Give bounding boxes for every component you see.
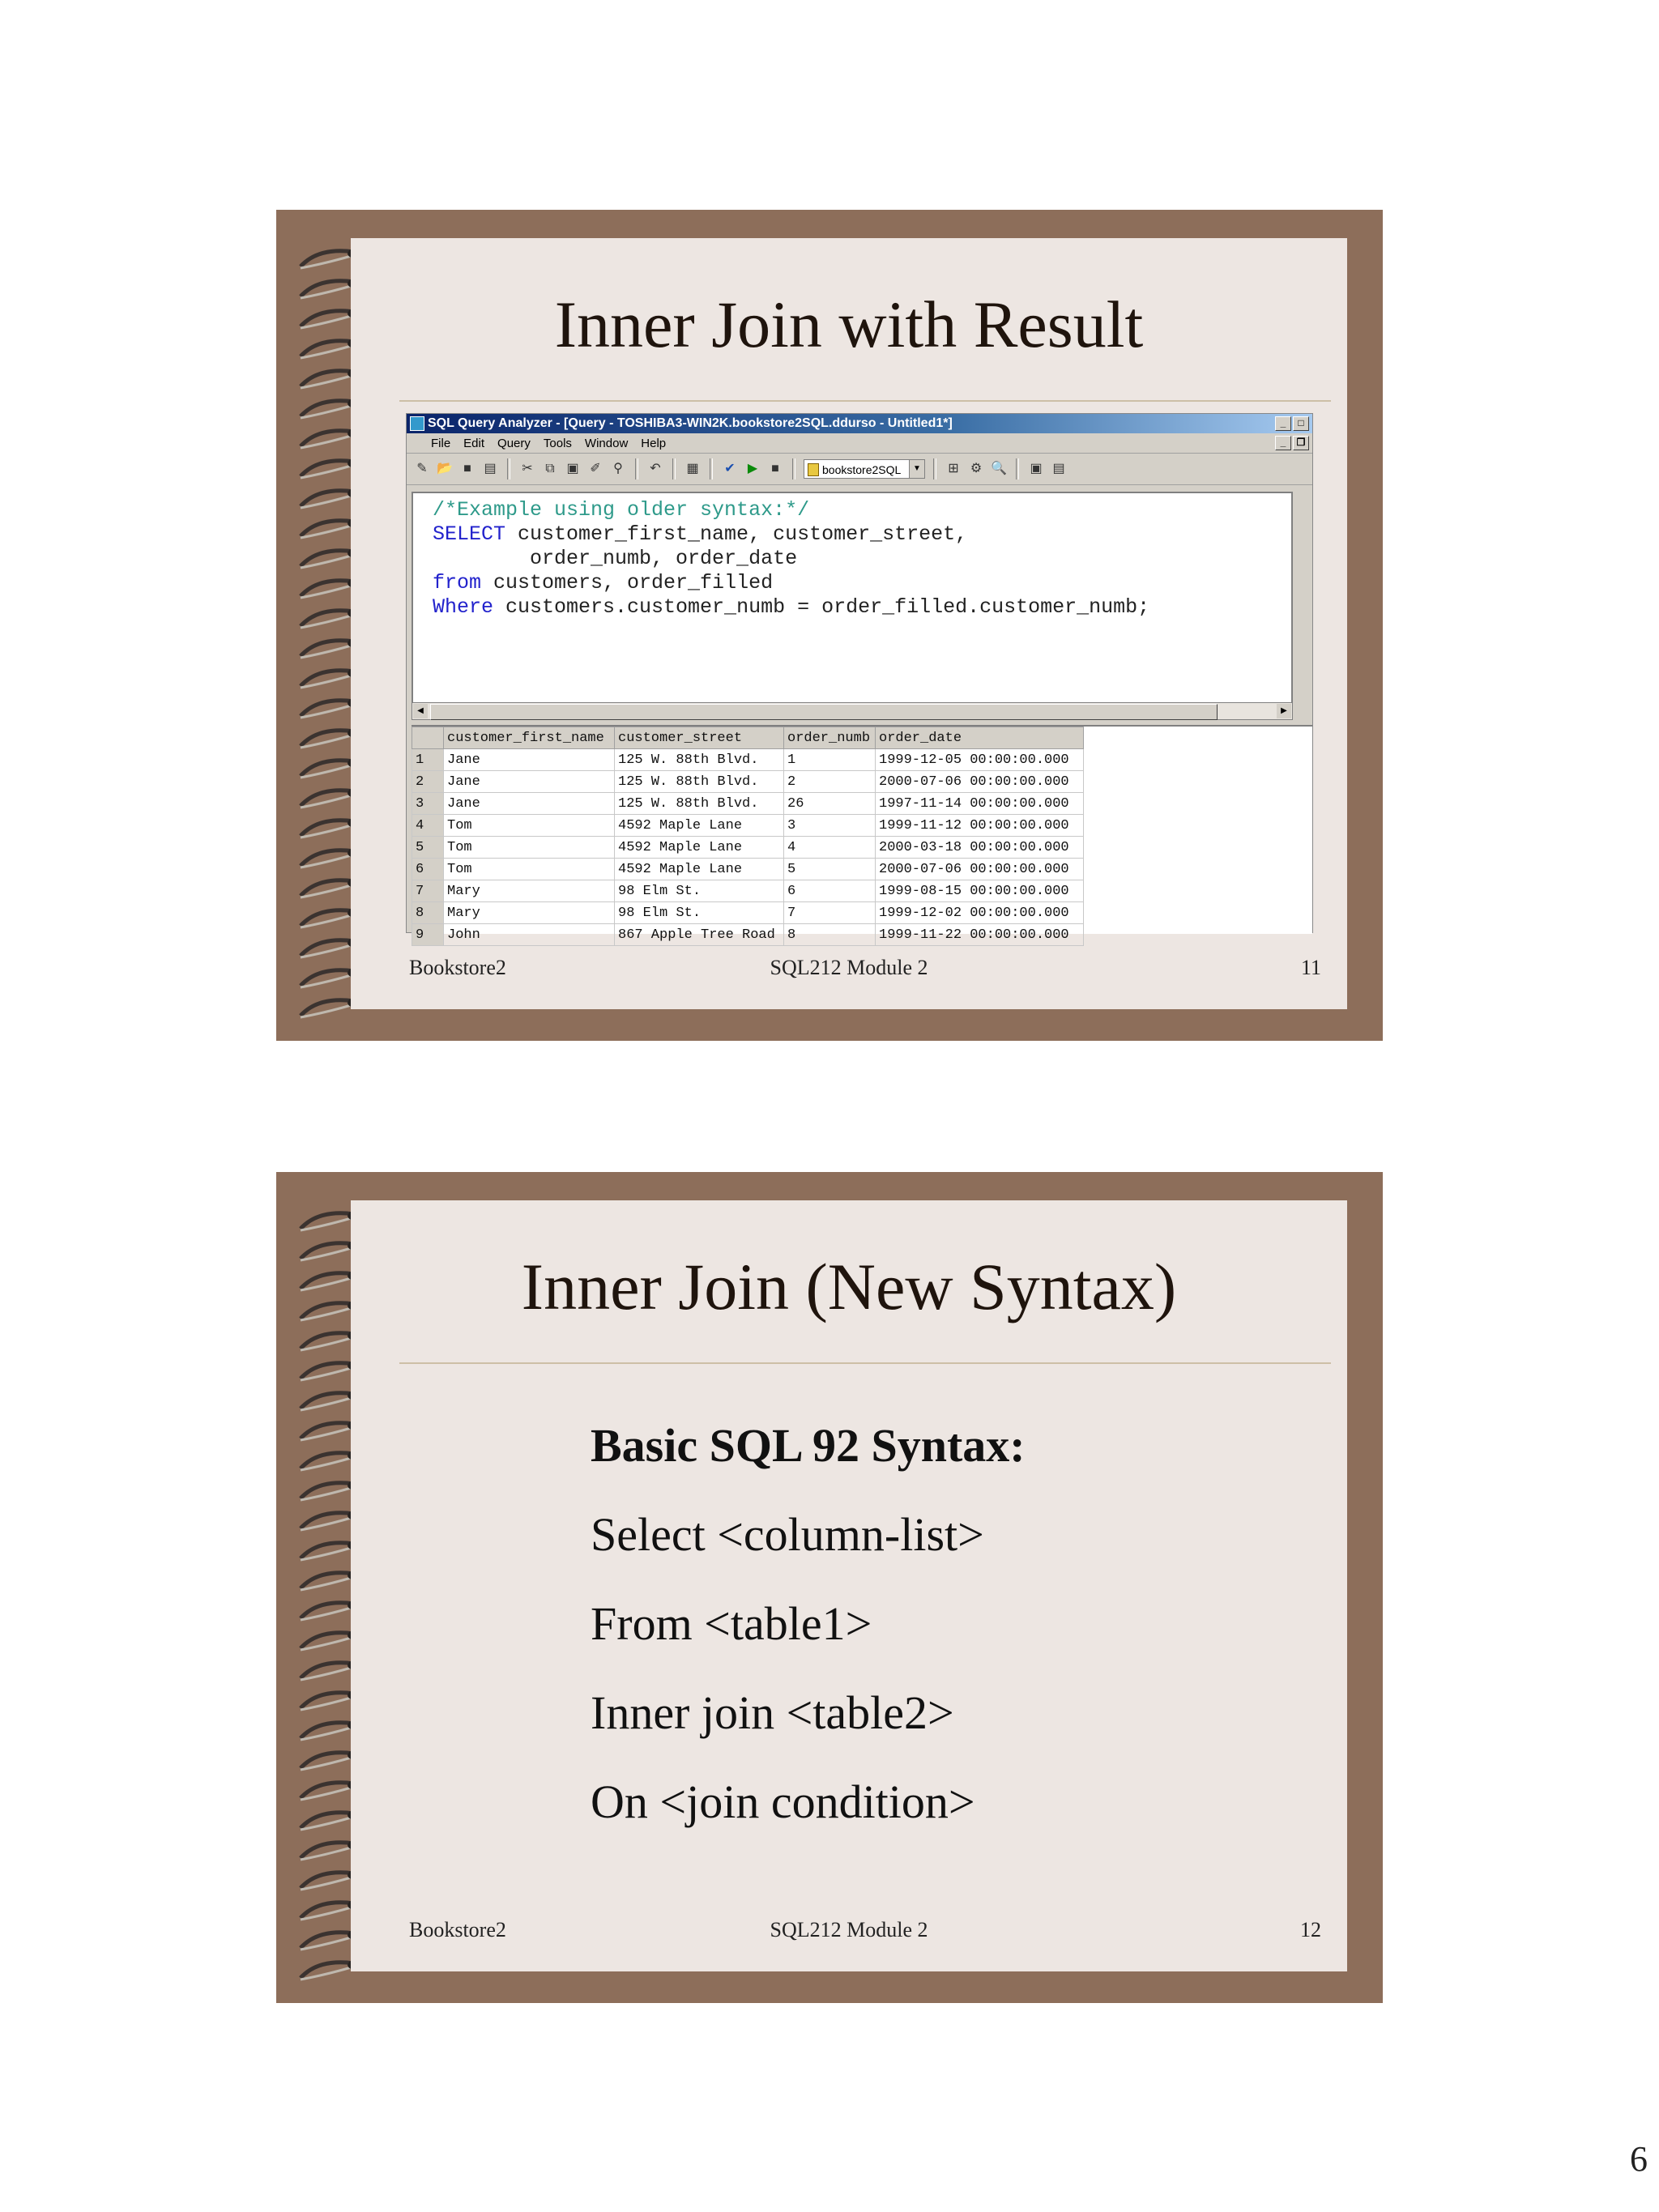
app-icon <box>410 416 424 431</box>
object-search-icon[interactable]: 🔍 <box>991 462 1007 475</box>
save-icon[interactable]: ■ <box>463 462 471 475</box>
page-number: 6 <box>1630 2139 1648 2179</box>
grid-header-row <box>412 727 1084 749</box>
menu-window[interactable]: Window <box>584 436 629 450</box>
mdi-minimize-icon[interactable]: _ <box>1275 436 1291 450</box>
editor-horizontal-scrollbar[interactable] <box>412 702 1293 720</box>
grid-cell: 98 Elm St. <box>615 902 784 924</box>
new-query-icon[interactable]: ✎ <box>416 462 428 475</box>
row-number: 2 <box>412 771 444 793</box>
grid-cell: Mary <box>444 902 615 924</box>
parse-check-icon[interactable]: ✔ <box>724 462 736 475</box>
row-number: 9 <box>412 924 444 946</box>
sql-comment: /*Example using older syntax:*/ <box>433 498 810 522</box>
insert-template-icon[interactable]: ▤ <box>484 462 497 475</box>
grid-cell: 1999-11-22 00:00:00.000 <box>876 924 1084 946</box>
sql-text: customers.customer_numb = order_filled.customer_numb; <box>493 595 1150 619</box>
footer-center: SQL212 Module 2 <box>770 956 928 979</box>
syntax-line: On <join condition> <box>591 1775 975 1828</box>
sql-keyword: from <box>433 571 482 595</box>
current-connection-icon[interactable]: ▣ <box>1030 462 1043 475</box>
maximize-icon[interactable]: □ <box>1293 416 1309 431</box>
column-header[interactable]: order_date <box>876 727 1084 749</box>
grid-cell: 125 W. 88th Blvd. <box>615 793 784 815</box>
query-line <box>433 571 1291 595</box>
slide-title: Inner Join (New Syntax) <box>521 1250 1177 1323</box>
syntax-line: Inner join <table2> <box>591 1686 954 1739</box>
column-header[interactable]: customer_street <box>615 727 784 749</box>
slide-12 <box>276 1172 1383 2003</box>
grid-cell: 1999-08-15 00:00:00.000 <box>876 880 1084 902</box>
scrollbar-thumb[interactable] <box>430 704 1218 720</box>
results-mode-icon[interactable]: ▦ <box>686 462 699 475</box>
row-number: 1 <box>412 749 444 771</box>
syntax-line: Select <column-list> <box>591 1508 984 1561</box>
syntax-line: From <table1> <box>591 1597 872 1650</box>
undo-icon[interactable]: ↶ <box>650 462 661 475</box>
row-number: 5 <box>412 837 444 859</box>
grid-cell: 2000-07-06 00:00:00.000 <box>876 859 1084 880</box>
grid-cell: Tom <box>444 859 615 880</box>
grid-cell: Jane <box>444 771 615 793</box>
query-editor[interactable] <box>412 492 1293 704</box>
grid-cell: 26 <box>784 793 876 815</box>
results-pane-icon[interactable]: ▤ <box>1052 462 1065 475</box>
grid-cell: 4 <box>784 837 876 859</box>
grid-cell: 7 <box>784 902 876 924</box>
query-text <box>433 498 1291 620</box>
query-line <box>433 595 1291 620</box>
window-title: SQL Query Analyzer - [Query - TOSHIBA3-WIN2K.bookstore2SQL.ddurso - Untitled1*] <box>428 416 953 430</box>
grid-cell: 6 <box>784 880 876 902</box>
title-divider <box>399 1362 1331 1364</box>
row-number-header <box>412 727 444 749</box>
slide-number: 12 <box>1300 1918 1321 1941</box>
grid-cell: Mary <box>444 880 615 902</box>
scroll-left-icon[interactable]: ◀ <box>413 704 428 718</box>
results-grid <box>412 725 1312 943</box>
menu-file[interactable]: File <box>431 436 451 450</box>
grid-cell: 4592 Maple Lane <box>615 837 784 859</box>
grid-cell: 8 <box>784 924 876 946</box>
scroll-right-icon[interactable]: ▶ <box>1277 704 1291 718</box>
open-icon[interactable]: 📂 <box>437 462 453 475</box>
grid-cell: 1999-12-02 00:00:00.000 <box>876 902 1084 924</box>
sql-text: customer_first_name, customer_street, <box>505 522 968 546</box>
menu-bar <box>407 433 1312 454</box>
grid-cell: 4592 Maple Lane <box>615 859 784 880</box>
title-divider <box>399 400 1331 402</box>
database-icon <box>808 463 819 476</box>
table-row[interactable] <box>412 815 1084 837</box>
table-row[interactable] <box>412 902 1084 924</box>
find-icon[interactable]: ⚲ <box>613 462 623 475</box>
toolbar <box>407 454 1312 485</box>
slide-content <box>351 1200 1347 1971</box>
row-number: 4 <box>412 815 444 837</box>
row-number: 3 <box>412 793 444 815</box>
column-header[interactable]: order_numb <box>784 727 876 749</box>
slide-title: Inner Join with Result <box>554 288 1144 361</box>
grid-cell: 1999-12-05 00:00:00.000 <box>876 749 1084 771</box>
estimated-plan-icon[interactable]: ⚙ <box>970 462 983 475</box>
grid-cell: Tom <box>444 837 615 859</box>
stop-icon[interactable]: ■ <box>771 462 779 475</box>
grid-cell: 1 <box>784 749 876 771</box>
grid-cell: 125 W. 88th Blvd. <box>615 771 784 793</box>
database-name: bookstore2SQL <box>822 463 902 476</box>
grid-cell: Jane <box>444 749 615 771</box>
database-select[interactable] <box>804 459 925 479</box>
grid-cell: 98 Elm St. <box>615 880 784 902</box>
table-row[interactable] <box>412 837 1084 859</box>
window-titlebar <box>407 414 1312 433</box>
row-number: 6 <box>412 859 444 880</box>
grid-cell: Tom <box>444 815 615 837</box>
query-line <box>433 547 1291 571</box>
execute-icon[interactable]: ▶ <box>747 462 758 475</box>
syntax-body <box>591 1401 1026 1847</box>
copy-icon[interactable]: ⧉ <box>545 462 555 475</box>
table-row[interactable] <box>412 771 1084 793</box>
menu-query[interactable]: Query <box>497 436 531 450</box>
minimize-icon[interactable]: _ <box>1275 416 1291 431</box>
grid-cell: 2000-03-18 00:00:00.000 <box>876 837 1084 859</box>
grid-cell: 1999-11-12 00:00:00.000 <box>876 815 1084 837</box>
query-line <box>433 498 1291 522</box>
grid-cell: 3 <box>784 815 876 837</box>
footer-left: Bookstore2 <box>409 956 506 979</box>
footer-center: SQL212 Module 2 <box>770 1918 928 1941</box>
menu-edit[interactable]: Edit <box>463 436 485 450</box>
grid-cell: John <box>444 924 615 946</box>
table-row[interactable] <box>412 793 1084 815</box>
footer-left: Bookstore2 <box>409 1918 506 1941</box>
grid-cell: 867 Apple Tree Road <box>615 924 784 946</box>
table-row[interactable] <box>412 880 1084 902</box>
sql-keyword: SELECT <box>433 522 506 546</box>
syntax-heading: Basic SQL 92 Syntax: <box>591 1419 1026 1472</box>
grid-cell: 2000-07-06 00:00:00.000 <box>876 771 1084 793</box>
query-line <box>433 522 1291 547</box>
slide-number: 11 <box>1300 956 1321 979</box>
object-browser-icon[interactable]: ⊞ <box>948 462 959 475</box>
clear-icon[interactable]: ✐ <box>590 462 601 475</box>
sql-text: order_numb, order_date <box>433 547 798 570</box>
sql-text: customers, order_filled <box>481 571 774 595</box>
menu-help[interactable]: Help <box>641 436 667 450</box>
cut-icon[interactable]: ✂ <box>522 462 533 475</box>
chevron-down-icon[interactable]: ▼ <box>909 460 924 478</box>
grid-cell: 5 <box>784 859 876 880</box>
slide-content <box>351 238 1347 1009</box>
grid-cell: 125 W. 88th Blvd. <box>615 749 784 771</box>
mdi-restore-icon[interactable]: ❐ <box>1293 436 1309 450</box>
table-row[interactable] <box>412 859 1084 880</box>
menu-tools[interactable]: Tools <box>543 436 572 450</box>
grid-cell: 1997-11-14 00:00:00.000 <box>876 793 1084 815</box>
table-row[interactable] <box>412 749 1084 771</box>
grid-cell: 2 <box>784 771 876 793</box>
sql-keyword: Where <box>433 595 494 619</box>
row-number: 7 <box>412 880 444 902</box>
row-number: 8 <box>412 902 444 924</box>
table-row[interactable] <box>412 924 1084 946</box>
grid-cell: 4592 Maple Lane <box>615 815 784 837</box>
query-analyzer-window <box>406 413 1313 943</box>
column-header[interactable]: customer_first_name <box>444 727 615 749</box>
paste-icon[interactable]: ▣ <box>566 462 579 475</box>
grid-cell: Jane <box>444 793 615 815</box>
slide-11 <box>276 210 1383 1041</box>
